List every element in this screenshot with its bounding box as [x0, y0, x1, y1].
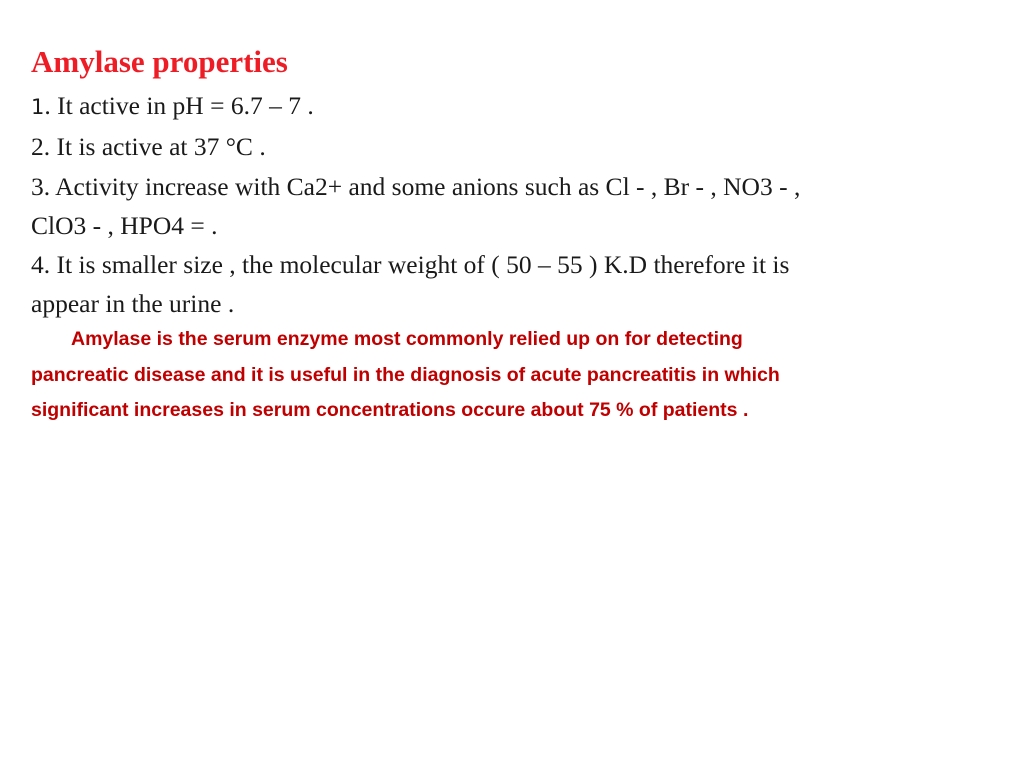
slide-title: Amylase properties — [31, 44, 288, 79]
note-line-2: pancreatic disease and it is useful in the diagnosis of acute pancreatitis in which — [31, 363, 780, 386]
property-line-3-continued: ClO3 - , HPO4 = . — [31, 210, 218, 240]
note-line-1: Amylase is the serum enzyme most commonly relied up on for detecting — [71, 328, 743, 350]
clinical-note — [31, 322, 991, 429]
properties-list — [31, 86, 991, 324]
property-text-1: . It active in pH = 6.7 – 7 . — [44, 91, 314, 120]
property-line-1 — [31, 86, 991, 127]
property-line-4-continued: appear in the urine . — [31, 289, 235, 319]
property-line-4: 4. It is smaller size , the molecular weight of ( 50 – 55 ) K.D therefore it is — [31, 250, 790, 280]
note-line-3: significant increases in serum concentrations occure about 75 % of patients . — [31, 399, 749, 421]
property-number-1: 1 — [31, 95, 45, 119]
property-line-3: 3. Activity increase with Ca2+ and some anions such as Cl - , Br - , NO3 - , — [31, 171, 801, 201]
property-line-2: 2. It is active at 37 °C . — [31, 132, 266, 162]
